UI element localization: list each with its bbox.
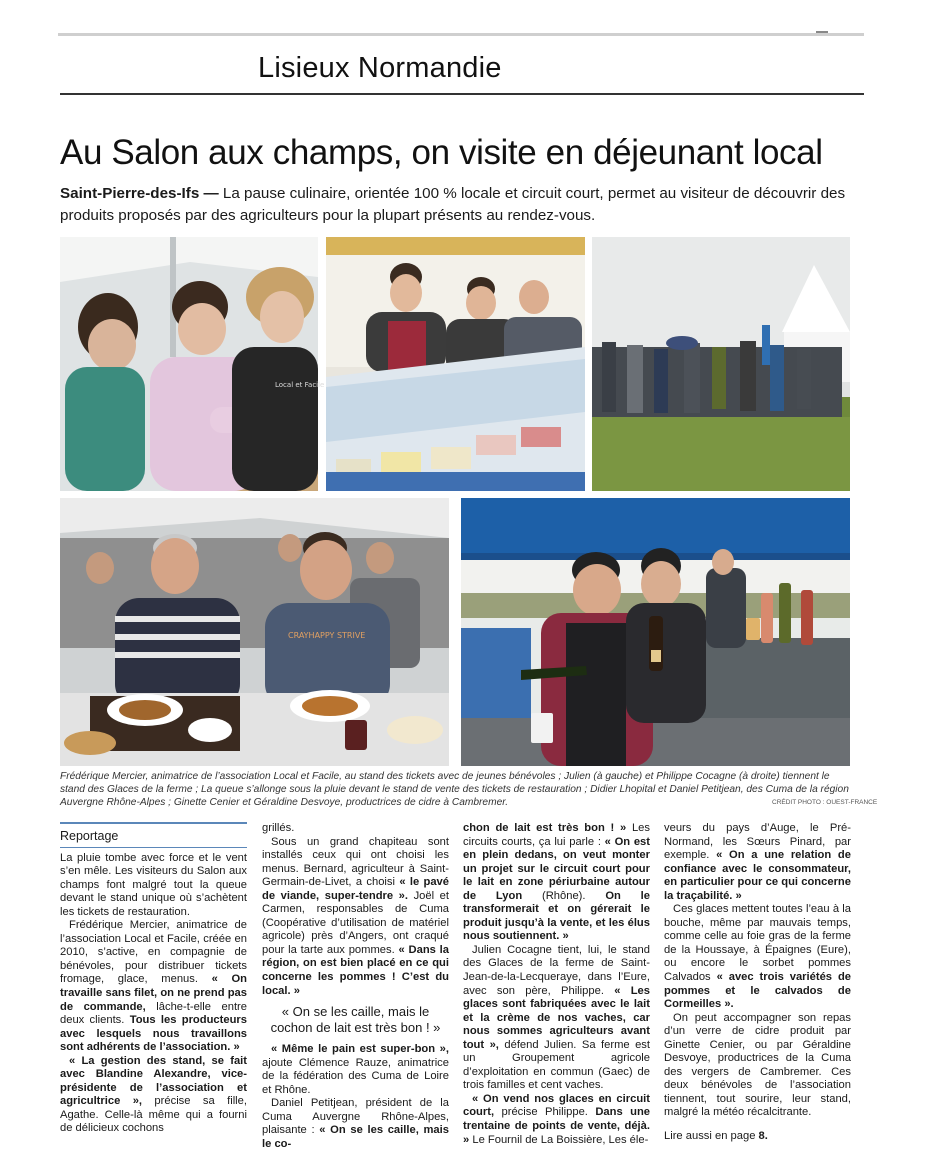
paragraph — [463, 822, 650, 944]
paragraph — [664, 903, 851, 1011]
page-ref: 8. — [758, 1130, 768, 1143]
quote-run: « On est en plein dedans, on veut monter un projet sur le circuit court pour le lait en zone périurbaine autour de Lyon — [463, 835, 650, 902]
photo-cider-producers — [461, 498, 850, 766]
top-tick — [816, 31, 828, 33]
text-run: défend Julien. Sa ferme est un Groupement agricole d’exploitation en commun (Gaec) de trois familles et cent vaches. — [463, 1038, 650, 1092]
quote-run: « On travaille sans filet, on ne prend pas de commande, — [60, 973, 248, 1013]
chapo-location: Saint-Pierre-des-Ifs — — [60, 185, 219, 202]
paragraph — [262, 1043, 449, 1097]
text-run: Le Fournil de La Boissière, Les éle- — [469, 1133, 649, 1146]
photo-caption: Frédérique Mercier, animatrice de l’association Local et Facile, au stand des tickets avec de jeunes bénévoles ; Julien (à gauche) et Philippe Cocagne (à droite) tiennent le stand des Glaces de la ferme ; La queue s’allonge sous la pluie devant le stand de vente des tickets de restauration ; Didier Lhopital et Daniel Petitjean, des Cuma de la région Auvergne Rhône-Alpes ; Ginette Cenier et Géraldine Desvoye, productrices de cidre à Cambremer. — [60, 771, 849, 809]
text-run: lâche-t-elle entre deux clients. — [60, 1000, 247, 1027]
photo-credit: CRÉDIT PHOTO : OUEST-FRANCE — [772, 799, 878, 806]
paragraph — [60, 1055, 247, 1136]
article-column-1 — [60, 822, 247, 1136]
section-title: Lisieux Normandie — [258, 52, 502, 84]
quote-run: « Dans la région, on est bien placé en ce qui concerne les pommes ! C’est du local. » — [262, 943, 449, 997]
paragraph — [463, 944, 650, 1093]
text-run: On peut accompagner son repas d’un verre de cidre produit par Ginette Cenier, ou par Géraldine Desvoye, productrices de la Cuma des vergers de Cambremer. Ces deux bénévoles de l’association tiennent, tout sourire, leur stand, malgré la météo récalcitrante. — [664, 1011, 851, 1119]
article-column-3 — [463, 822, 650, 1147]
quote-run: chon de lait est très bon ! » — [463, 822, 627, 834]
headline: Au Salon aux champs, on visite en déjeunant local — [60, 133, 823, 172]
text-run: Sous un grand chapiteau sont installés ceux qui ont choisi les menus. Bernard, agriculteur à Saint-Germain-de-Livet, a choisi — [262, 835, 449, 889]
quote-run: Tous les producteurs avec lesquels nous travaillons sont adhérents de l’association. » — [60, 1014, 247, 1054]
paragraph — [262, 1097, 449, 1151]
paragraph — [664, 822, 851, 903]
text-run: grillés. — [262, 822, 295, 834]
article-column-4 — [664, 822, 851, 1144]
text-run: Lire aussi en page — [664, 1130, 759, 1143]
paragraph — [60, 919, 247, 1054]
text-run: Frédérique Mercier, animatrice de l’association Local et Facile, créée en 2010, s’active, en compagnie de bénévoles, pour distribuer tickets fromage, glace, menus. — [60, 919, 247, 986]
shirt-print: CRAYHAPPY STRIVE — [288, 631, 366, 640]
quote-run: « Les glaces sont fabriquées avec le lait et la crème de nos vaches, car nous sommes agriculteurs avant tout », — [463, 984, 650, 1051]
pull-quote: « On se les caille, mais le cochon de lait est très bon ! » — [270, 1004, 441, 1035]
paragraph — [262, 822, 449, 836]
quote-run: « On a une relation de confiance avec le consommateur, en particulier pour ce qui concerne la traçabilité. » — [664, 849, 851, 902]
quote-run: « Même le pain est super-bon », — [271, 1043, 449, 1056]
text-run: Ces glaces mettent toutes l’eau à la bouche, même par mauvais temps, comme celle au foie gras de la ferme de la Houssaye, à Épaignes (Eure), ou encore le sorbet pommes Calvados — [664, 903, 851, 984]
apron-label: Local et Facile — [275, 381, 325, 389]
paragraph — [664, 1012, 851, 1120]
photo-diners-under-tent — [60, 498, 449, 766]
text-run: La pluie tombe avec force et le vent s’en mêle. Les visiteurs du Salon aux champs font malgré tout la queue devant le stand unique où s’achètent les tickets de restauration. — [60, 851, 247, 918]
article-column-2 — [262, 822, 449, 1151]
chapo — [60, 183, 860, 227]
photo-queue-in-rain — [592, 237, 850, 491]
quote-run: Dans une trentaine de points de vente, déjà. » — [463, 1106, 650, 1146]
quote-run: « le pavé de viande, super-tendre ». — [262, 876, 449, 902]
text-run: veurs du pays d’Auge, le Pré-Normand, les Sœurs Pinard, par exemple. — [664, 822, 851, 862]
top-rule — [58, 33, 864, 36]
quote-run: « La gestion des stand, se fait avec Blandine Alexandre, vice-présidente de l’association et agricultrice », — [60, 1054, 247, 1108]
quote-run: « On se les caille, mais le co- — [262, 1124, 449, 1150]
section-rule — [60, 93, 864, 95]
paragraph — [262, 836, 449, 999]
text-run: Daniel Petitjean, président de la Cuma Auvergne Rhône-Alpes, plaisante : — [262, 1097, 449, 1137]
chapo-text: La pause culinaire, orientée 100 % locale et circuit court, permet au visiteur de découvrir des produits proposés par des agriculteurs pour la plupart présents au rendez-vous. — [60, 185, 846, 224]
photo-ice-cream-stand — [326, 237, 585, 491]
text-run: (Rhône). — [522, 889, 606, 902]
quote-run: « avec trois variétés de pommes et le calvados de Cormeilles ». — [664, 971, 852, 1011]
see-also[interactable] — [664, 1130, 851, 1144]
rubric-label: Reportage — [60, 822, 247, 848]
text-run: précise sa fille, Agathe. Celle-là même qui a fourni de délicieux cochons — [60, 1095, 247, 1135]
text-run: précise Philippe. — [494, 1106, 596, 1119]
text-run: ajoute Clémence Rauze, animatrice de la fédération des Cuma de Loire et Rhône. — [262, 1056, 449, 1096]
quote-run: On le transformerait et on gérerait le produit jusqu’à la vente, et les élus nous soutiennent. » — [463, 889, 650, 943]
photo-volunteers-ticket-stand — [60, 237, 325, 491]
paragraph — [60, 852, 247, 920]
text-run: Les circuits courts, ça lui parle : — [463, 822, 650, 848]
paragraph — [463, 1093, 650, 1147]
text-run: Joël et Carmen, responsables de Cuma (Coopérative d’utilisation de matériel agricole) près d’Angers, ont craqué pour la tarte aux pommes. — [262, 889, 449, 956]
quote-run: « On vend nos glaces en circuit court, — [463, 1092, 650, 1119]
text-run: Julien Cocagne tient, lui, le stand des Glaces de la ferme de Saint-Jean-de-la-Lecqueraye, dans l’Eure, avec son père, Philippe. — [463, 943, 650, 997]
